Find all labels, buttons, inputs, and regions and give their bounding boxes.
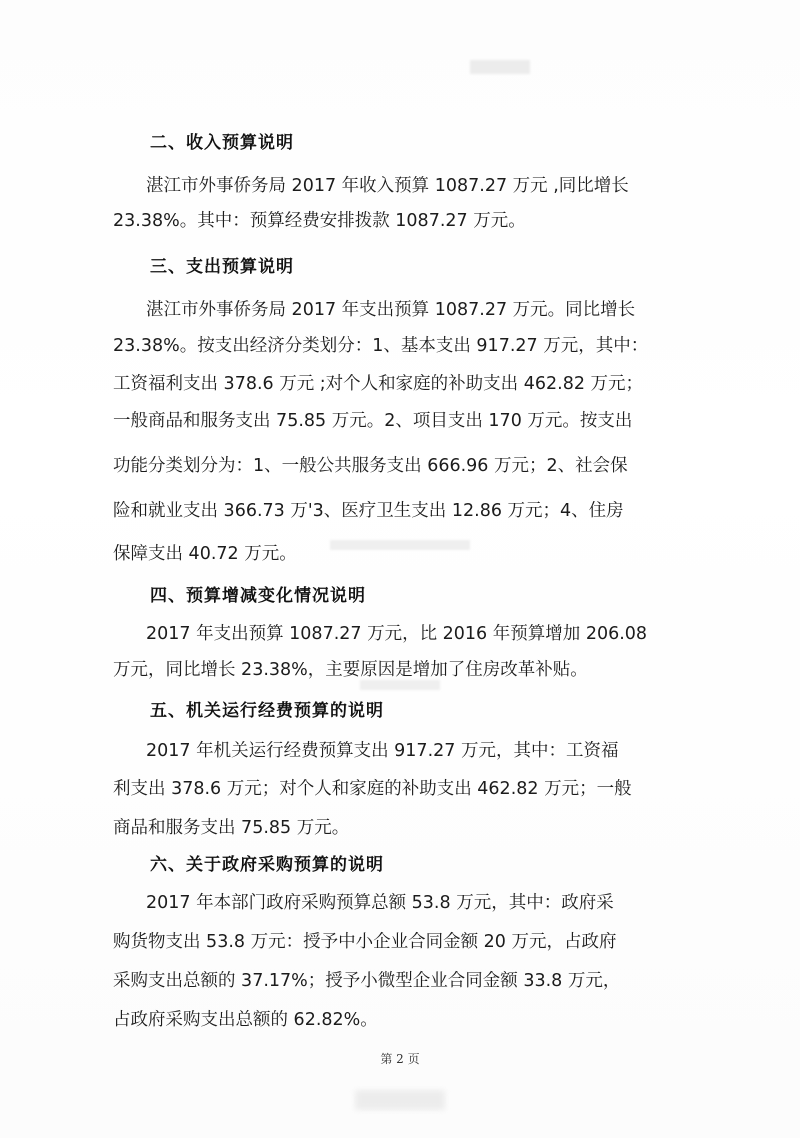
section-heading-procurement: 六、关于政府采购预算的说明 [150,855,384,875]
paragraph-line: 保障支出 40.72 万元。 [113,544,297,564]
paragraph-line: 险和就业支出 366.73 万'3、医疗卫生支出 12.86 万元；4、住房 [113,501,624,521]
paragraph-line: 湛江市外事侨务局 2017 年支出预算 1087.27 万元。同比增长 [146,300,636,320]
paragraph-line: 工资福利支出 378.6 万元 ;对个人和家庭的补助支出 462.82 万元； [113,374,644,394]
paragraph-line: 采购支出总额的 37.17%；授予小微型企业合同金额 33.8 万元， [113,971,621,991]
scan-bleed-mark [470,60,530,74]
paragraph-line: 功能分类划分为：1、一般公共服务支出 666.96 万元；2、社会保 [113,456,628,476]
paragraph-line: 商品和服务支出 75.85 万元。 [113,818,350,838]
section-heading-change: 四、预算增减变化情况说明 [150,586,366,606]
paragraph-line: 23.38%。按支出经济分类划分：1、基本支出 917.27 万元，其中： [113,336,649,356]
paragraph-line: 购货物支出 53.8 万元：授予中小企业合同金额 20 万元，占政府 [113,932,617,952]
paragraph-line: 2017 年机关运行经费预算支出 917.27 万元，其中：工资福 [146,741,619,761]
section-heading-expenditure: 三、支出预算说明 [150,257,294,277]
paragraph-line: 湛江市外事侨务局 2017 年收入预算 1087.27 万元 ,同比增长 [146,176,629,196]
paragraph-line: 2017 年本部门政府采购预算总额 53.8 万元，其中：政府采 [146,893,614,913]
paragraph-line: 万元，同比增长 23.38%，主要原因是增加了住房改革补贴。 [113,660,588,680]
section-heading-operating-costs: 五、机关运行经费预算的说明 [150,701,384,721]
scan-smudge [355,1090,445,1110]
paragraph-line: 利支出 378.6 万元；对个人和家庭的补助支出 462.82 万元；一般 [113,779,632,799]
paragraph-line: 一般商品和服务支出 75.85 万元。2、项目支出 170 万元。按支出 [113,411,633,431]
scan-bleed-mark [330,540,470,550]
paragraph-line: 占政府采购支出总额的 62.82%。 [113,1010,378,1030]
page-number: 第 2 页 [380,1052,420,1066]
section-heading-income: 二、收入预算说明 [150,133,294,153]
scan-bleed-mark [360,680,440,690]
paragraph-line: 2017 年支出预算 1087.27 万元，比 2016 年预算增加 206.08 [146,624,648,644]
paragraph-line: 23.38%。其中：预算经费安排拨款 1087.27 万元。 [113,211,526,231]
